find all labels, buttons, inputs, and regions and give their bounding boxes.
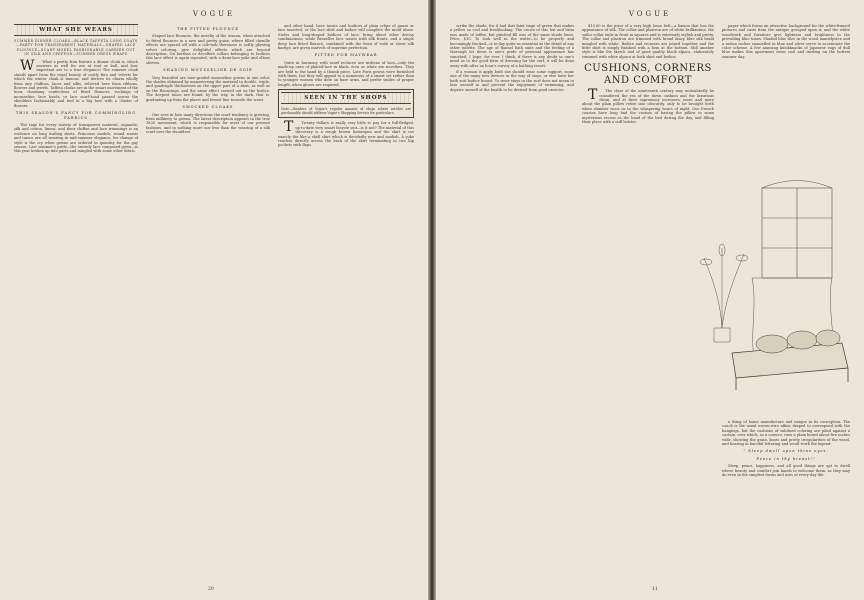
right-folio: 11: [652, 587, 658, 592]
box-title: SEEN IN THE SHOPS: [301, 96, 390, 100]
left-page: [0, 0, 428, 600]
shop-note: Note.—Readers of Vogue's regular manner of shops where articles are purchasable should address Vogue's Shopping Service for particulars.: [281, 107, 411, 116]
subhead: THE FITTED FLOUNCE: [176, 27, 240, 31]
dropcap: T: [284, 119, 294, 136]
body-paragraph: T Twenty dollars is really very little to pay for a full-fledged, up-to-date very smart bicycle suit—is it not? The material of this discovery is a rough brown homespun and the skirt is cut exactly the like a shell skirt which is decidedly new and modish. A yoke reaches directly across the back of the skirt terminating in two hip pockets with flaps.: [278, 119, 414, 148]
subhead: FITTED FOR MAYWEAR: [314, 53, 378, 58]
body-paragraph: W What a pretty frou feature a dinner cloak is, which answers as well for use at rout or ball, and how important are to a true elegance! The summer cloak stands apart from the regal beauty of costly furs and velvets for which the winter cloak is famous, and derives its charm wholly from airy chiffons, laces and silks, relieved here from ribbons, flowers and jewels. Taffeta cloaks are in the smart movement of the hour, charming confections of fitted flounces, ruchings of mousseline, lace hoods, or lace scarf-hood passed across the shoulders fashionably and tied in a big bow with a cluster of flowers.: [14, 57, 138, 108]
right-page: [436, 0, 864, 600]
body-paragraph: Shaped lace flounces, the novelty of the season, when attached to fitted flounces in a new and pretty guise, where filled chenille effects are spaced off with a cob-web thereness is softly glowing velvet coloring, give delightful effects which are beyond description. On berthas or décolleté collars belonging to bodices this lace effect is again repeated, with a demi-lace yoke and elbow sleeves.: [146, 34, 270, 65]
gutter: [428, 0, 436, 600]
body-paragraph: paper which forms an attractive background for the white-framed pictures and casts from the antique grouped upon it, and the white woodwork and furniture give lightness and brightness to the prevailing blue tones. Shaded blue tiles in the wood mantelpiece and a rattan rocker enamelled in blue and silver serve to accentuate the color scheme. A few amusing knickknacks of Japanese rugs of dull blue makes this apartment seem cool and inviting on the hottest summer day.: [722, 24, 850, 59]
body-paragraph: T The close of the nineteenth century may undoubtedly be considered the era of the down cushion and the luxurious divan, and at their supremacy increases, more and more about the plain pillow retire into obscurity, only to be brought forth when slumber woos us in the whispering hours of night. Our French cousins have long had the custom of having the pillow in some mysterious recess as the head of the bed during the day, and filling their place with a stiff bolster.: [582, 87, 714, 125]
seen-in-shops-banner: [281, 92, 411, 104]
subhead: THIS SEASON'S FANCY FOR COMMINGLING FABRICS: [15, 111, 137, 120]
body-paragraph: The rage for every variety of transparent material, organdie, silk and cotton, linens, and their chiffon and lace trimmings is an evidence on long trailing skirts. Princesse models, round waists and tunics are all wearing in mid-summer elegance, for change of style is the cry when gowns are ordered in quantity for the gay season. Last summer's pride—the entirely lace composed gown—is this year broken up into parts and mingled with some other fabric.: [14, 122, 138, 154]
body-paragraph: One sees in how many directions the scarf tendency is growing, from millinery to gowns. The latest description appears in the true 1830 movement, which is responsible for most of our present fashions, and in nothing more nor less than the wearing of a silk scarf over the shoulders.: [146, 112, 270, 135]
cushion-corner-illustration: [692, 178, 852, 400]
body-paragraph: Sleep, peace, happiness, and all good things are apt to dwell where beauty and comfort join hands to welcome them, as they may do even in the simplest forms and uses of every-day life.: [722, 464, 850, 478]
left-folio: 20: [208, 587, 214, 592]
subhead: SMOCKED CLOAKS: [182, 105, 234, 110]
body-paragraph: and other hand, have tunics and bodices of plain crêpe of gauze or lace inserted, or the lace skirt and bodice will complete the motif alone. Stoles and long-shaped bodices of lace, bring about other dressy combinations, while Bruxelles lace waists with silk fronts, and a single deep lace fitted flounce, combined with the front of voile or sheer silk barège, are given marvels of supreme perfection.: [278, 24, 414, 51]
right-column-3-top: [722, 24, 850, 174]
left-masthead: VOGUE: [192, 10, 236, 18]
body-paragraph: a thing of home manufacture and unique in its conception. The couch is the usual woven-wire affair, draped to correspond with the hangings, but the cushions of subdued coloring are piled against a curtain, over which, as a cornice, runs a plain board about five inches wide, showing the grain, knots and pretty irregularities of the wood, and bearing in fanciful lettering and scroll-work the legend:: [722, 420, 850, 447]
right-column-1: [450, 24, 574, 579]
banner-title: WHAT SHE WEARS: [36, 28, 116, 32]
dropcap: T: [588, 87, 598, 104]
section-byline: SUMMER DINNER CLOAKS—BLACK TAFFETA LONG COATS—PARTY FOR TRANSPARENT MATERIALS—SHAPED LACE FLOUNCE—SCARF MODEL FASHIONABLE CARRIED OUT IN SILK AND CHIFFON—SUMMER DRESS WRAPS: [14, 39, 138, 57]
seen-in-the-shops-box: [278, 89, 414, 118]
right-masthead: VOGUE: [628, 10, 672, 18]
body-paragraph: Very beautiful are tone-graded mousseline gowns in one color, the shades obtained by manoeuvring the material in double, triple, and quadruple thicknesses on the upper part of a skirt, as well as on the flouncings, and the same effect carried out on the bodice. The deepest tones are found, by the way, in the dark, that is, graduating up from the plaest and lowest line towards the waist.: [146, 75, 270, 102]
body-paragraph: $10.00 is the price of a very high loose belt—a liaison that has the appearance of silk. The collar and plastron are of white brilliantine, the sailor collar ends in front in squares and is extremely stylish and pretty. The collar and plastron are trimmed with broad fancy blue silk braid mingled with white. Bodice and trousers are joined together and the little skirt is simply finished with a hem at the bottom. Still another style is like the sketch and of good quality black alpaca, elaborately trimmed with white alpaca at both skirt and bodice.: [582, 24, 714, 59]
body-paragraph: Quite in harmony with scarf reclaces are mittens of lace—only the made-up ones of plaited-lace in black, écru or white are novelties. They are held to the hand by a thumb piece. Late Paris gowns were furnished with them, but they will appeal to a numerous of a smart set rather than to younger women who dote on bare arms, and prefer smiles of proper length, when gloves are required.: [278, 60, 414, 87]
body-paragraph: If a woman is apply built she should wear some support, some one of the many new devices in the way of stays, or else have her bath suit bodice boned. To wear stays in the surf does not mean to lose oneself in and prevent the enjoyment of swimming, and deprive oneself of the health to be derived from good exercise.: [450, 70, 574, 92]
subhead: SHADING MOUSSELINE DE SOIE: [163, 68, 253, 73]
cushions-heading: CUSHIONS, CORNERS AND COMFORT: [584, 63, 712, 87]
right-column-3-bottom: [722, 420, 850, 550]
cozy-corner-drawing: [692, 178, 852, 400]
left-column-1: [14, 24, 138, 579]
dropcap: W: [20, 57, 35, 74]
what-she-wears-banner: [14, 24, 138, 36]
quote-line-2: Peace in thy breast!": [756, 456, 816, 461]
body-paragraph: scribe the shade, for it had that faint tinge of green that makes a yellow so cool and freshlooking. The crown of this hat and brim was made of toffee, but pinched fill was of the same shade linen. Price, $10. To look well in the water—to be properly and becomingly frocked—is to-day quite as essential as the detail of any other toilette. The age of flannel bath suits and the feeling of a thorough let down is one's pride of personal appearance has vanished, I hope, for ever. I think, if there is any doubt in one's mind as to the good form of dressing for the surf, it will be done away with after an hour's survey of a bathing resort.: [450, 24, 574, 68]
left-column-2: [146, 24, 270, 579]
left-column-3: [278, 24, 414, 579]
quote-line-1: " Sleep dwell upon thine eyes,: [743, 449, 829, 454]
